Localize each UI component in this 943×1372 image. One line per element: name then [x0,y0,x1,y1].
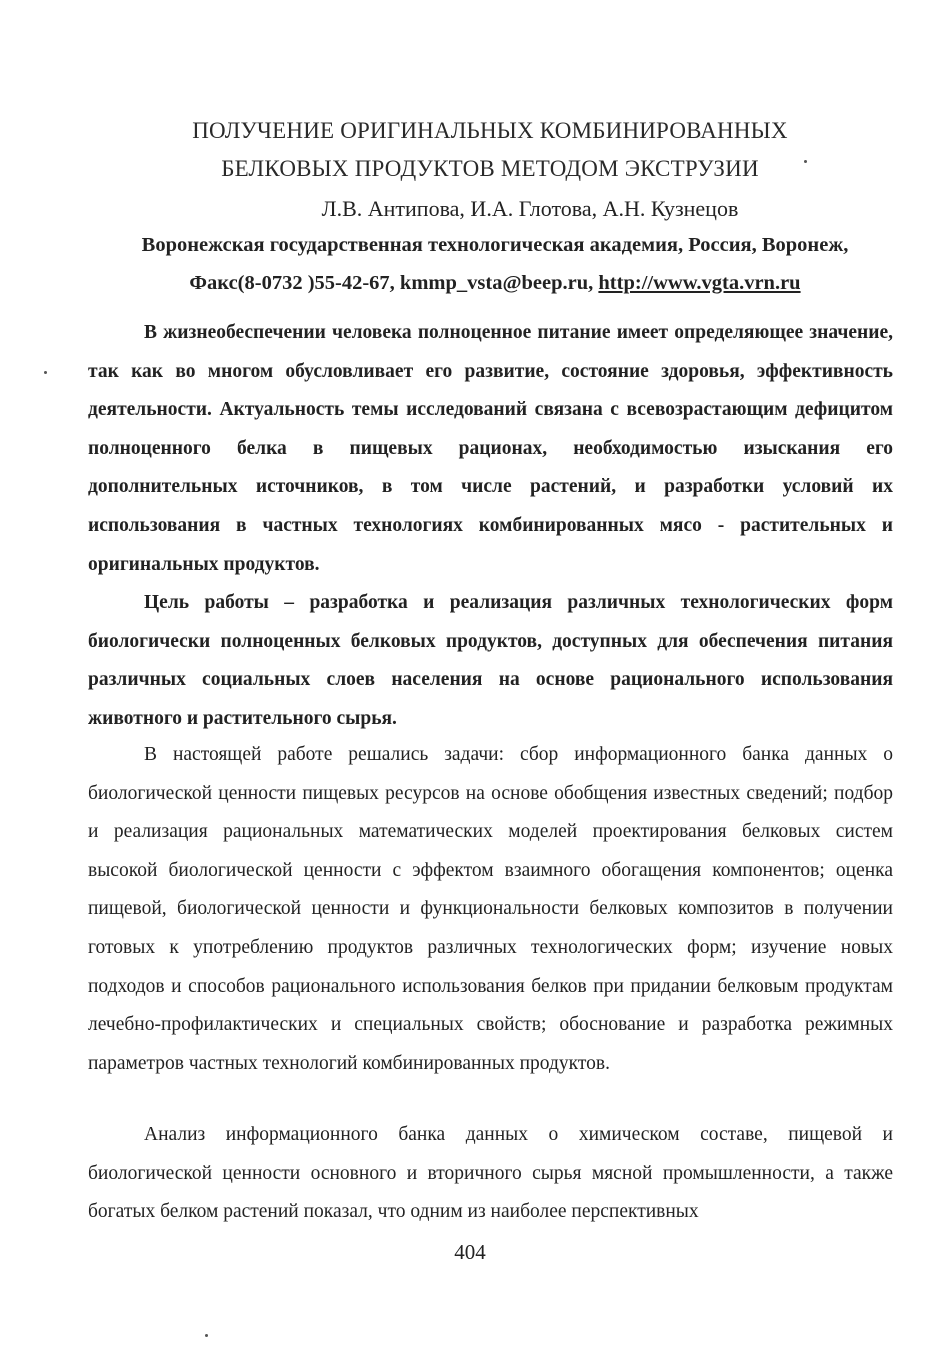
contact-line [90,272,900,295]
affiliation: Воронежская государственная технологическая академия, Россия, Воронеж, [141,234,849,256]
paragraph-4: Анализ информационного банка данных о химическом составе, пищевой и биологической ценности основного и вторичного сырья мясной промышленности, а также богатых белком растений показал, что одним из наиболее перспективных [88,1124,893,1223]
paragraph-2: Цель работы – разработка и реализация различных технологических форм биологически полноценных белковых продуктов, доступных для обеспечения питания различных социальных слоев населения на основе рационального использования животного и растительного сырья. [88,592,893,729]
authors: Л.В. Антипова, И.А. Глотова, А.Н. Кузнецов [321,196,739,221]
scan-speck [205,1334,208,1337]
paragraph-1: В жизнеобеспечении человека полноценное питание имеет определяющее значение, так как во многом обусловливает его развитие, состояние здоровья, эффективность деятельности. Актуальность темы исследований связана с всевозрастающим дефицитом полноценного белка в пищевых рационах, необходимостью изыскания его дополнительных источников, в том числе растений, и разработки условий их использования в частных технологиях комбинированных мясо - растительных и оригинальных продуктов. [88,322,893,575]
paragraph-3: В настоящей работе решались задачи: сбор информационного банка данных о биологической ценности пищевых ресурсов на основе обобщения известных сведений; подбор и реализация рациональных математических моделей проектирования белковых систем высокой биологической ценности с эффектом взаимного обогащения компонентов; оценка пищевой, биологической ценности и функциональности белковых композитов в получении готовых к употреблению продуктов различных технологических форм; изучение новых подходов и способов рационального использования белков при придании белковым продуктам лечебно-профилактических и специальных свойств; обоснование и разработка режимных параметров частных технологий комбинированных продуктов. [88,744,893,1074]
fax-email: Факс(8-0732 )55-42-67, kmmp_vsta@beep.ru, [189,272,599,294]
page-number: 404 [454,1240,486,1264]
website-link[interactable]: http://www.vgta.vrn.ru [598,272,801,294]
scan-speck [44,371,47,374]
title-line-1: ПОЛУЧЕНИЕ ОРИГИНАЛЬНЫХ КОМБИНИРОВАННЫХ [192,118,788,143]
scan-speck [804,160,807,163]
title-line-2: БЕЛКОВЫХ ПРОДУКТОВ МЕТОДОМ ЭКСТРУЗИИ [221,156,759,181]
